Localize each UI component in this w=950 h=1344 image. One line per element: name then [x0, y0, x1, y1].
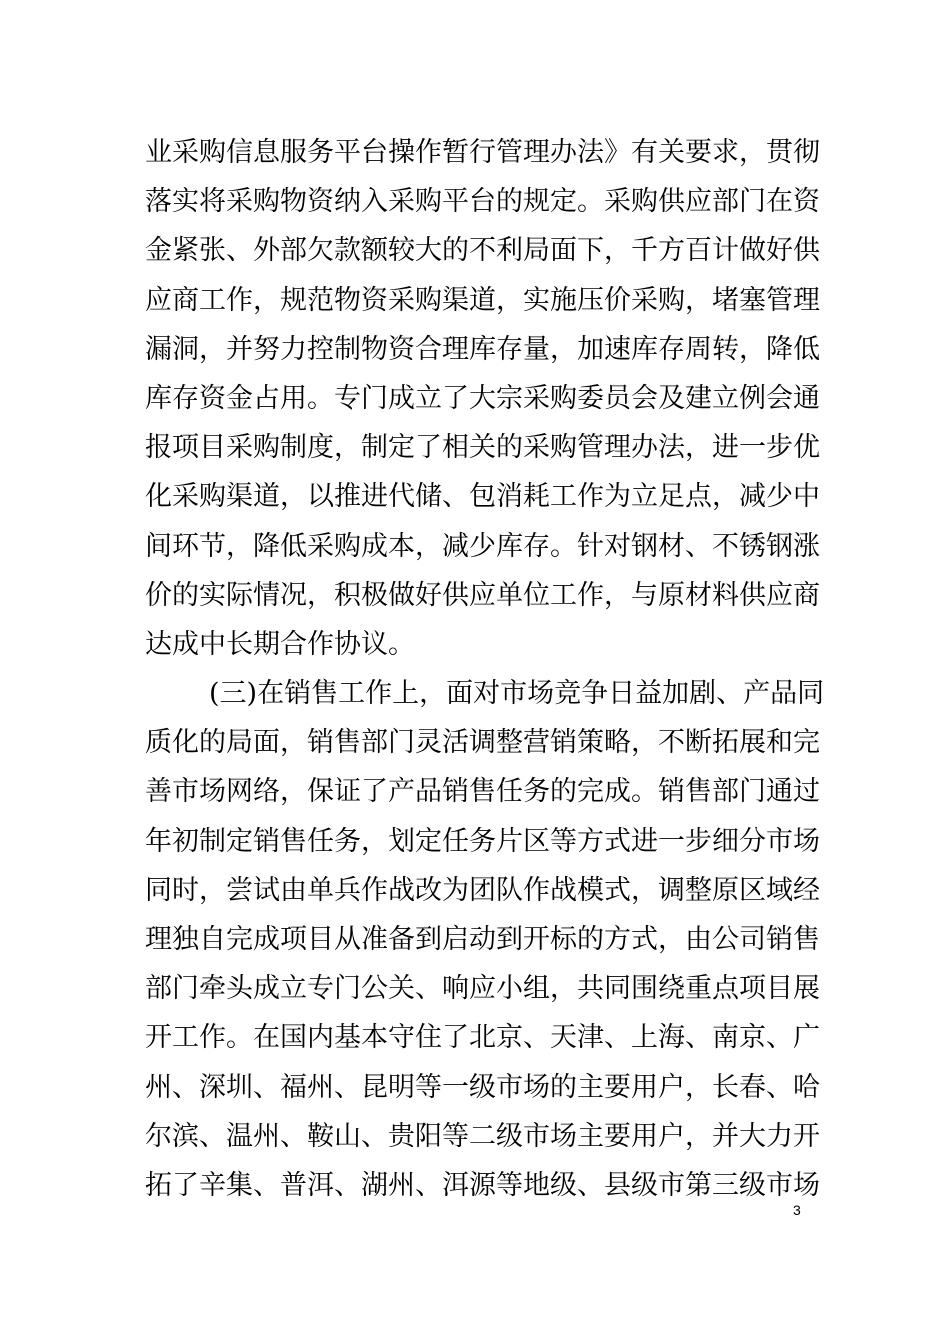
paragraph-sales — [145, 669, 825, 1210]
text-line: 达成中长期合作协议。 — [145, 628, 415, 660]
text-line: 落实将采购物资纳入采购平台的规定。采购供应部门在资 — [145, 186, 820, 218]
text-line: 尔滨、温州、鞍山、贵阳等二级市场主要用户，并大力开 — [145, 1120, 820, 1152]
text-line: 同时，尝试由单兵作战改为团队作战模式，调整原区域经 — [145, 874, 820, 906]
text-line: (三)在销售工作上，面对市场竞争日益加剧、产品同 — [209, 678, 825, 710]
body-text — [145, 128, 825, 1210]
text-line: 漏洞，并努力控制物资合理库存量，加速库存周转，降低 — [145, 333, 820, 365]
text-line: 应商工作，规范物资采购渠道，实施压价采购，堵塞管理 — [145, 284, 820, 316]
text-line: 拓了辛集、普洱、湖州、洱源等地级、县级市第三级市场 — [145, 1169, 820, 1201]
text-line: 州、深圳、福州、昆明等一级市场的主要用户，长春、哈 — [145, 1071, 820, 1103]
text-line: 理独自完成项目从准备到启动到开标的方式，由公司销售 — [145, 924, 820, 955]
text-line: 库存资金占用。专门成立了大宗采购委员会及建立例会通 — [145, 382, 820, 414]
text-line: 年初制定销售任务，划定任务片区等方式进一步细分市场 — [145, 825, 820, 857]
paragraph-procurement — [145, 128, 820, 669]
text-line: 报项目采购制度，制定了相关的采购管理办法，进一步优 — [145, 432, 820, 464]
text-line: 化采购渠道，以推进代储、包消耗工作为立足点，减少中 — [145, 481, 820, 513]
text-line: 业采购信息服务平台操作暂行管理办法》有关要求，贯彻 — [145, 137, 820, 168]
text-line: 质化的局面，销售部门灵活调整营销策略，不断拓展和完 — [145, 727, 820, 759]
page-number: 3 — [793, 1202, 801, 1218]
text-line: 间环节，降低采购成本，减少库存。针对钢材、不锈钢涨 — [145, 530, 820, 562]
text-line: 价的实际情况，积极做好供应单位工作，与原材料供应商 — [145, 579, 820, 611]
text-line: 部门牵头成立专门公关、响应小组，共同围绕重点项目展 — [145, 973, 820, 1005]
text-line: 金紧张、外部欠款额较大的不利局面下，千方百计做好供 — [145, 235, 820, 267]
text-line: 善市场网络，保证了产品销售任务的完成。销售部门通过 — [145, 776, 820, 808]
text-line: 开工作。在国内基本守住了北京、天津、上海、南京、广 — [145, 1022, 820, 1054]
